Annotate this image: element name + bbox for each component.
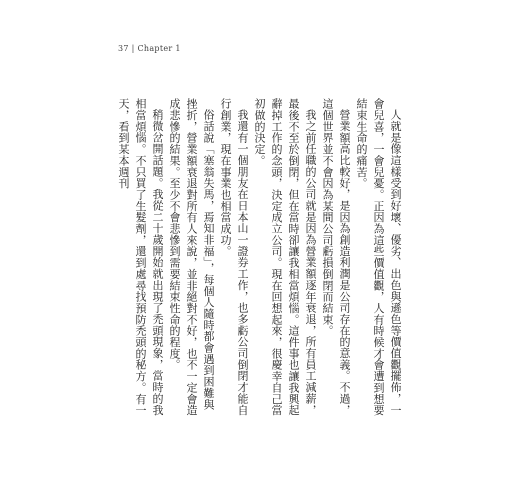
header-separator: |: [131, 44, 135, 53]
page-number: 37: [118, 44, 129, 53]
running-header: [118, 44, 181, 53]
body-text: [115, 98, 404, 418]
chapter-label: Chapter 1: [137, 44, 181, 53]
paragraph: 營業額高比較好，是因為創造利潤是公司存在的意義。不過，這個世界並不會因為某間公司虧損倒閉而結束。: [321, 98, 351, 416]
paragraph: 俗話說「塞翁失馬，焉知非福」，每個人隨時都會遇到困難與挫折，營業額衰退對所有人來說，並非絕對不好，也不一定會造成悲慘的結果。至少不會悲慘到需要結束性命的程度。: [168, 98, 215, 416]
paragraph: 稍微岔開話題。我從二十歲開始就出現了禿頭現象，當時的我相當煩惱。不只買了生髮劑，還到處尋找預防禿頭的秘方。有一天，看到某本週刊: [117, 98, 164, 416]
paragraph: 人就是像這樣受到好壞、優劣、出色與遜色等價值觀擺佈，一會兒喜，一會兒憂。正因為這些價值觀，人有時候才會遭到想要結束生命的痛苦。: [355, 98, 402, 416]
paragraph: 我之前任職的公司就是因為營業額逐年衰退，所有員工減薪，最後不至於倒閉，但在當時卻讓我相當煩惱。這件事也讓我興起辭掉工作的念頭，決定成立公司。現在回想起來，很慶幸自己當初做的決定。: [253, 98, 317, 416]
paragraph: 我還有一個朋友在日本山一證券工作，也多虧公司倒閉才能自行創業，現在事業也相當成功。: [219, 98, 249, 416]
